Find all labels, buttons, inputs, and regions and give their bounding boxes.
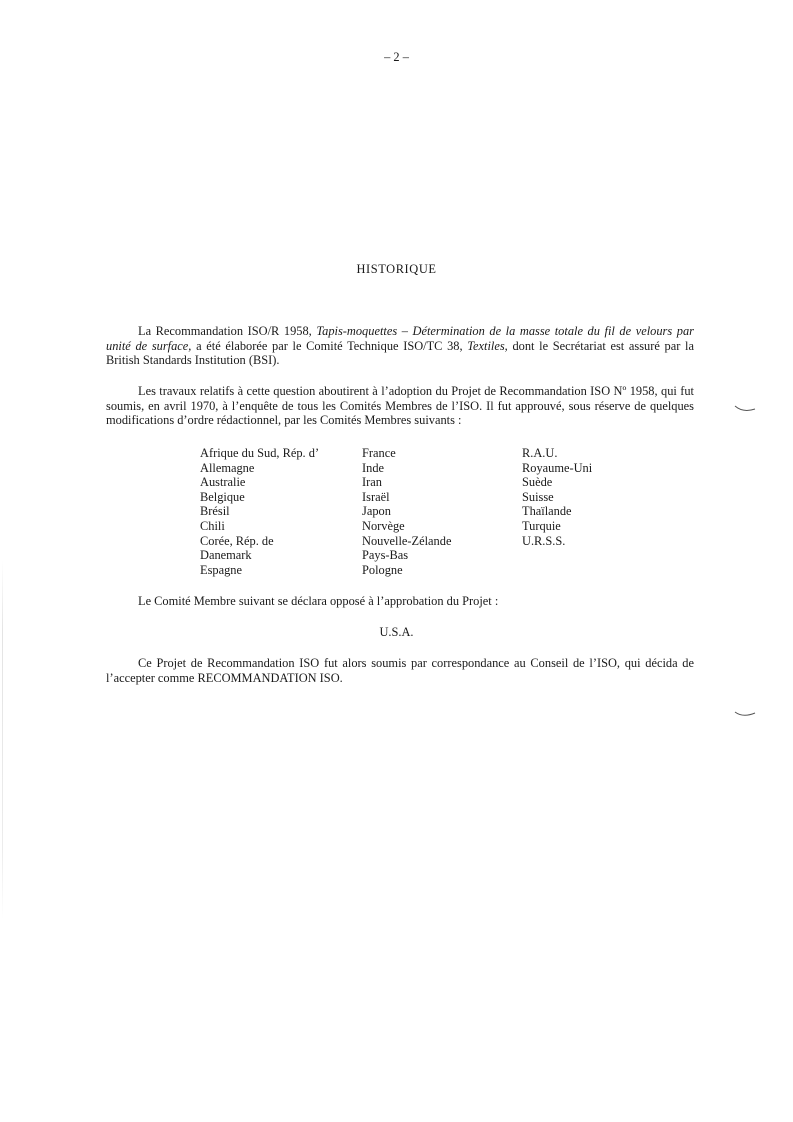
margin-mark-icon bbox=[734, 710, 756, 718]
margin-mark-icon bbox=[734, 405, 756, 413]
paragraph-acceptance: Ce Projet de Recommandation ISO fut alors soumis par correspondance au Conseil de l’ISO, qui décida de l’accepter comme RECOMMANDATION ISO. bbox=[106, 656, 694, 685]
member-name: Belgique bbox=[200, 489, 245, 504]
member-name: Japon bbox=[362, 504, 391, 519]
member-name: Danemark bbox=[200, 548, 252, 563]
member-column-1 bbox=[200, 446, 362, 577]
member-name: Israël bbox=[362, 489, 390, 504]
scan-edge-line bbox=[2, 560, 3, 920]
paragraph-approval: Les travaux relatifs à cette question aboutirent à l’adoption du Projet de Recommandation ISO Nº 1958, qui fut soumis, en avril 1970, à l’enquête de tous les Comités Membres de l’ISO. Il fut approuvé, sous réserve de quelques modifications d’ordre rédactionnel, par les Comités Membres suivants : bbox=[106, 384, 694, 428]
member-name: Royaume-Uni bbox=[522, 460, 593, 475]
member-name: Australie bbox=[200, 475, 246, 490]
member-name: Afrique du Sud, Rép. d’ bbox=[200, 446, 320, 460]
member-name: Norvège bbox=[362, 518, 405, 533]
opposed-member: U.S.A. bbox=[379, 625, 414, 639]
member-name: U.R.S.S. bbox=[522, 533, 566, 548]
member-name: Suisse bbox=[522, 489, 554, 504]
member-name: Brésil bbox=[200, 504, 230, 519]
committee-name: Textiles, bbox=[467, 338, 508, 353]
member-name: Pologne bbox=[362, 562, 403, 577]
section-title: HISTORIQUE bbox=[356, 262, 437, 276]
member-name: Iran bbox=[362, 475, 382, 490]
intro-text-3: dont le Secrétariat est assuré par la British Standards Institution (BSI). bbox=[106, 338, 694, 368]
member-column-3 bbox=[522, 446, 642, 577]
member-name: Corée, Rép. de bbox=[200, 533, 274, 548]
page-number: – 2 – bbox=[384, 50, 409, 64]
intro-text-1: La Recommandation ISO/R 1958, bbox=[138, 324, 317, 338]
paragraph-opposition: Le Comité Membre suivant se déclara opposé à l’approbation du Projet : bbox=[138, 594, 499, 608]
member-name: Pays-Bas bbox=[362, 548, 409, 563]
member-bodies-table bbox=[200, 446, 642, 577]
standard-title: Tapis-moquettes – Détermination de la masse totale du fil de velours par unité de surface, bbox=[106, 324, 694, 353]
member-name: Espagne bbox=[200, 562, 242, 577]
member-name: Suède bbox=[522, 475, 553, 490]
member-name: Nouvelle-Zélande bbox=[362, 533, 452, 548]
intro-text-2: a été élaborée par le Comité Technique ISO/TC 38, bbox=[191, 338, 468, 353]
member-name: R.A.U. bbox=[522, 446, 558, 460]
member-name: Turquie bbox=[522, 518, 561, 533]
member-name: Thaïlande bbox=[522, 504, 572, 519]
member-name: Chili bbox=[200, 518, 225, 533]
member-column-2 bbox=[362, 446, 522, 577]
member-name: Inde bbox=[362, 460, 385, 475]
paragraph-intro bbox=[106, 324, 694, 368]
member-name: Allemagne bbox=[200, 460, 255, 475]
member-name: France bbox=[362, 446, 396, 460]
